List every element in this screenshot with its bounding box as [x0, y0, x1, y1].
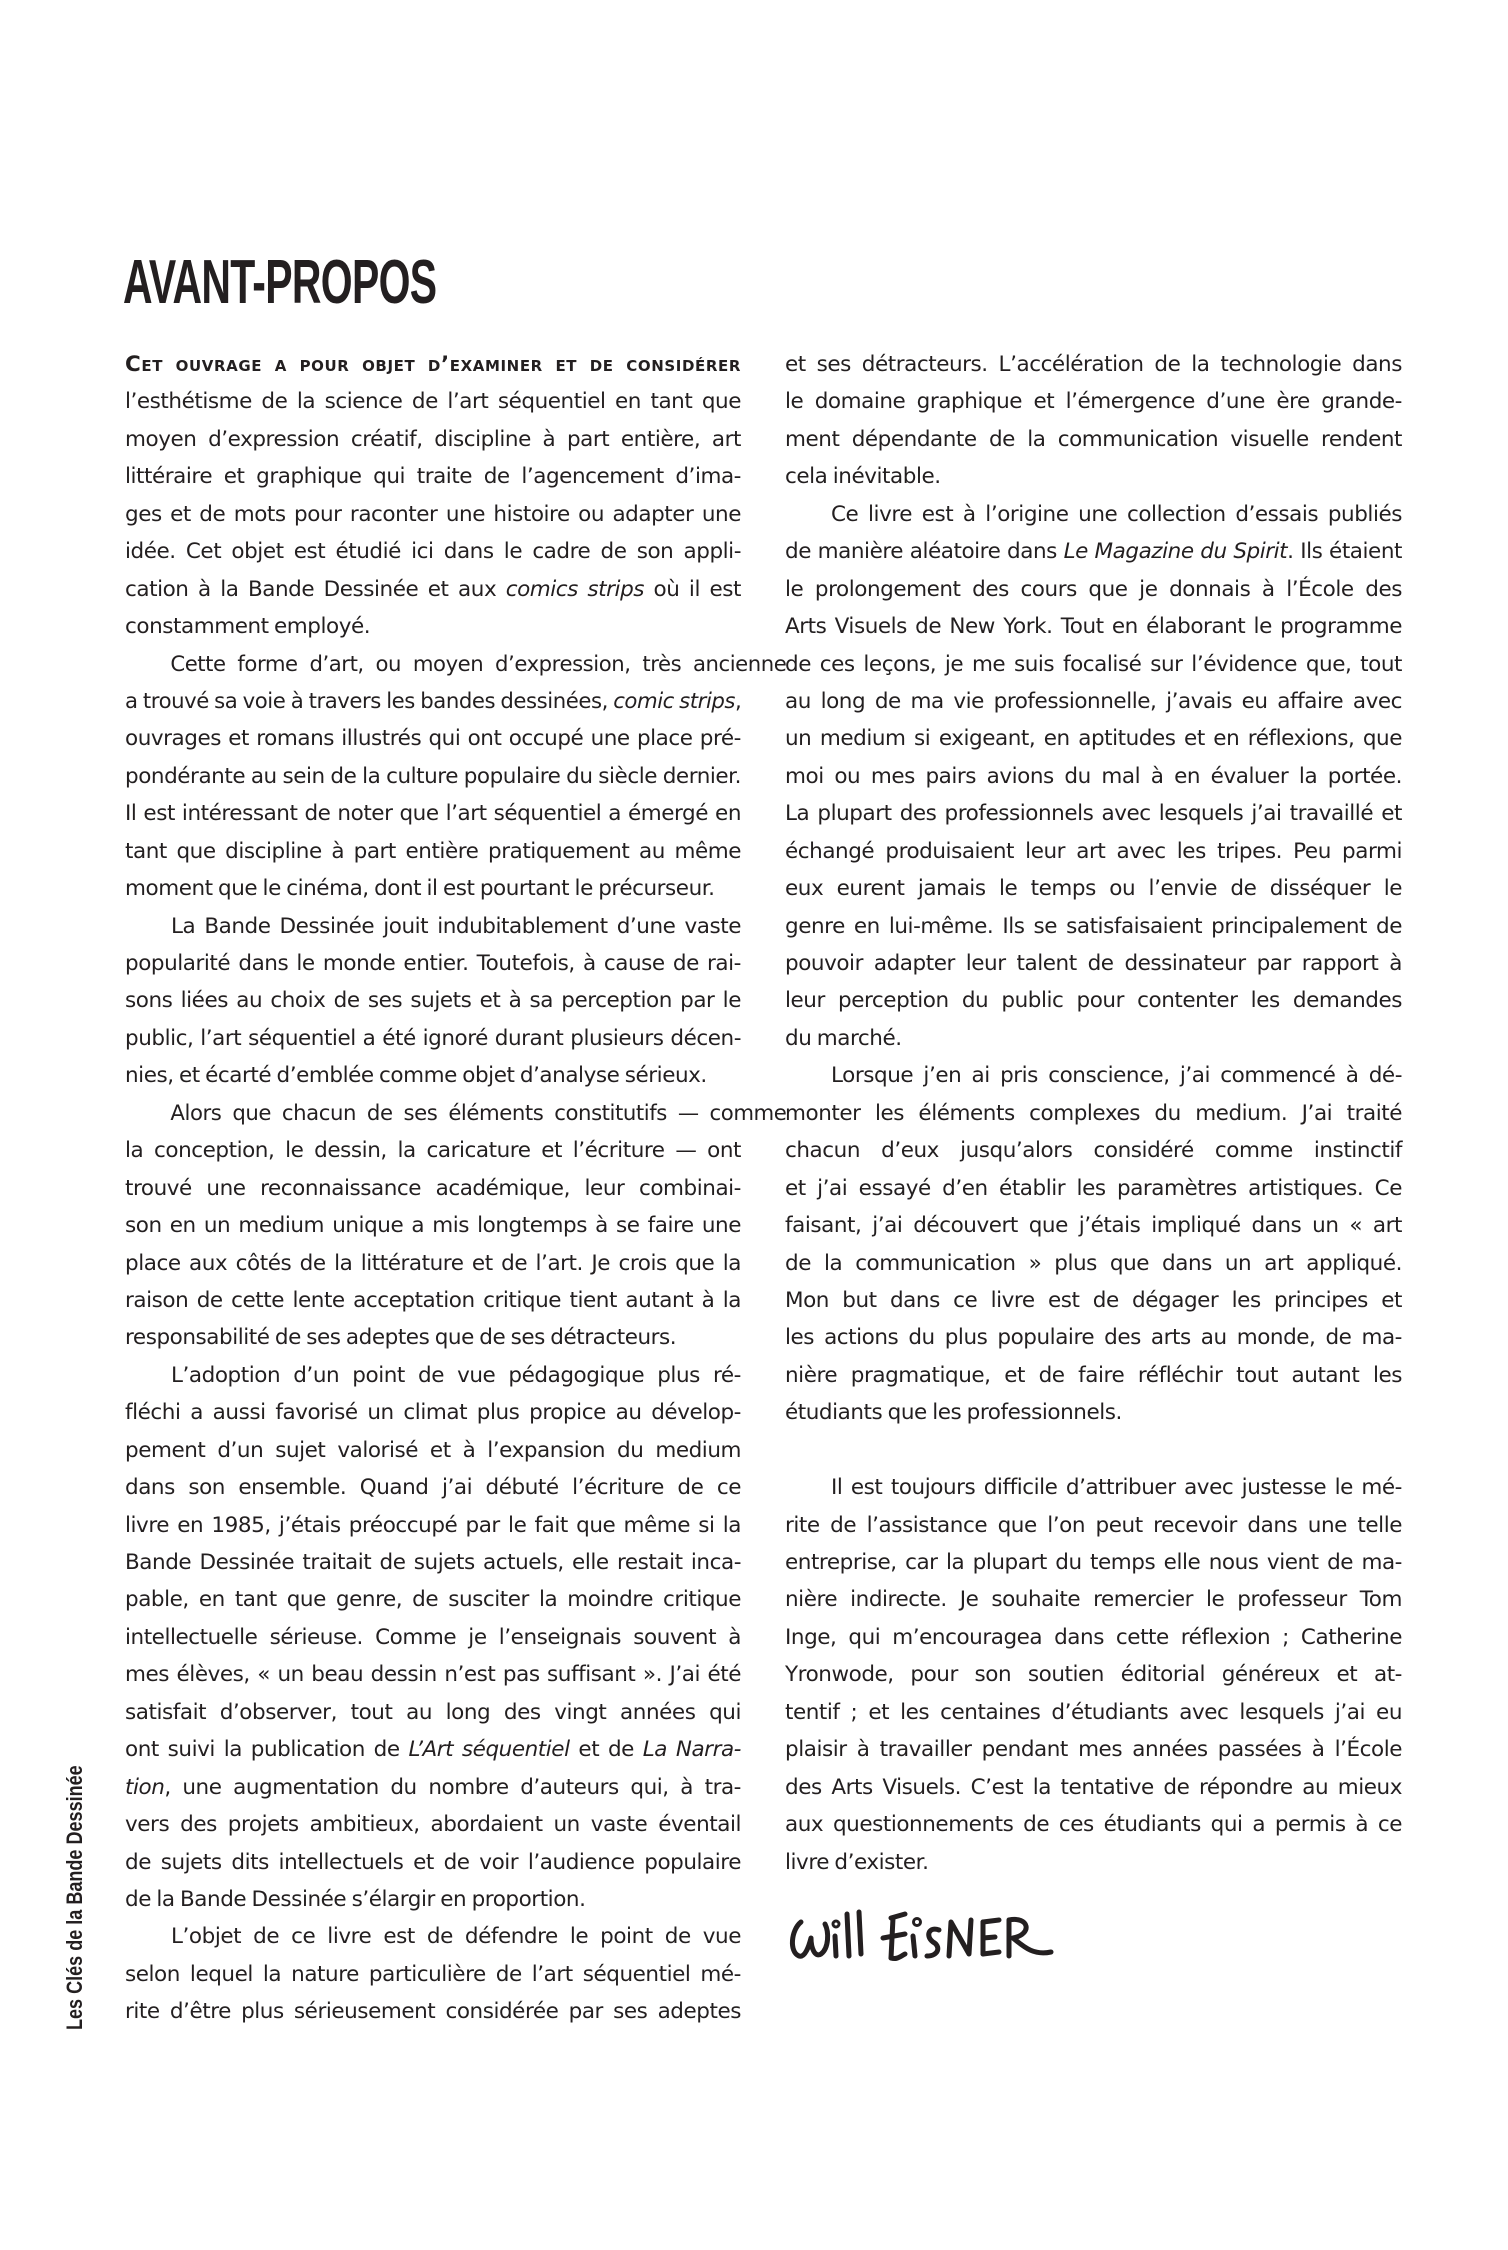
text-line [785, 758, 1402, 795]
text-line [125, 1918, 741, 1955]
text-segment: échangé produisaient leur art avec les tripes. Peu parmi [785, 838, 1402, 864]
text-line [785, 383, 1402, 420]
text-line [785, 421, 1402, 458]
text-line [125, 1806, 741, 1843]
italic-title: comic strips [613, 688, 736, 714]
text-line [125, 458, 741, 495]
text-segment: Alors que chacun de ses éléments constitutifs — comme [170, 1100, 787, 1126]
text-line [125, 1132, 741, 1169]
text-line [125, 1769, 741, 1806]
text-line [785, 795, 1402, 832]
text-line [785, 646, 1402, 683]
text-line [125, 1844, 741, 1881]
text-line [785, 458, 1402, 495]
text-line [125, 1057, 741, 1094]
text-line [785, 1319, 1402, 1356]
text-line [125, 908, 741, 945]
text-line [785, 1544, 1402, 1581]
text-segment: intellectuelle sérieuse. Comme je l’enseignais souvent à [125, 1624, 741, 1650]
text-line [785, 1357, 1402, 1394]
text-segment: de la communication » plus que dans un art appliqué. [785, 1250, 1402, 1276]
text-line [785, 346, 1402, 383]
text-segment: Arts Visuels de New York. Tout en élaborant le programme [785, 614, 1402, 640]
text-segment: tant que discipline à part entière pratiquement au même [125, 838, 741, 864]
text-line [125, 982, 741, 1019]
text-line [125, 720, 741, 757]
text-line [125, 1394, 741, 1431]
italic-title: L’Art séquentiel [408, 1737, 570, 1763]
text-line [785, 608, 1402, 645]
text-segment: , [735, 688, 742, 714]
text-line [125, 1469, 741, 1506]
text-line [785, 1656, 1402, 1693]
text-line [785, 833, 1402, 870]
text-segment: plaisir à travailler pendant mes années passées à l’École [785, 1737, 1402, 1763]
text-segment: leur perception du public pour contenter les demandes [785, 988, 1402, 1014]
text-segment: le domaine graphique et l’émergence d’une ère grande- [785, 389, 1402, 415]
text-segment: Cette forme d’art, ou moyen d’expression, très ancienne [170, 651, 787, 677]
italic-title: Le Magazine du Spirit [1063, 539, 1288, 565]
text-line [785, 1806, 1402, 1843]
text-segment: Lorsque j’en ai pris conscience, j’ai commencé à dé- [831, 1063, 1402, 1089]
book-series-spine-label [62, 1707, 88, 2030]
text-segment: La plupart des professionnels avec lesquels j’ai travaillé et [785, 801, 1402, 827]
text-segment: place aux côtés de la littérature et de l’art. Je crois que la [125, 1250, 741, 1276]
text-segment: le prolongement des cours que je donnais à l’École des [785, 576, 1402, 602]
text-segment: satisfait d’observer, tout au long des vingt années qui [125, 1699, 741, 1725]
text-line [125, 571, 741, 608]
text-segment: dans son ensemble. Quand j’ai débuté l’écriture de ce [125, 1475, 741, 1501]
text-line [125, 1956, 741, 1993]
text-line [125, 1432, 741, 1469]
text-segment: de ces leçons, je me suis focalisé sur l’évidence que, tout [785, 651, 1402, 677]
text-segment: rite d’être plus sérieusement considérée par ses adeptes [125, 1999, 741, 2025]
text-segment: idée. Cet objet est étudié ici dans le cadre de son appli- [125, 539, 741, 565]
text-segment: La Bande Dessinée jouit indubitablement d’une vaste [171, 913, 741, 939]
text-segment: la conception, le dessin, la caricature et l’écriture — ont [125, 1138, 741, 1164]
text-line [785, 571, 1402, 608]
lead-line [125, 346, 741, 383]
text-segment: du marché. [785, 1025, 902, 1051]
text-line [125, 1694, 741, 1731]
text-segment: tentif ; et les centaines d’étudiants avec lesquels j’ai eu [785, 1699, 1402, 1725]
text-line [785, 1170, 1402, 1207]
text-line [125, 496, 741, 533]
text-segment: les actions du plus populaire des arts au monde, de ma- [785, 1325, 1402, 1351]
text-segment: pondérante au sein de la culture populaire du siècle dernier. [125, 763, 741, 789]
text-line [125, 1207, 741, 1244]
text-line [125, 683, 741, 720]
text-segment: moment que le cinéma, dont il est pourtant le précurseur. [125, 876, 715, 902]
text-line [785, 533, 1402, 570]
text-line [785, 1731, 1402, 1768]
text-line [125, 1170, 741, 1207]
text-line [125, 1095, 786, 1132]
text-line [785, 1469, 1402, 1506]
text-line [785, 1769, 1402, 1806]
text-segment: , une augmentation du nombre d’auteurs qui, à tra- [164, 1774, 741, 1800]
text-line [125, 1020, 741, 1057]
text-line [785, 1394, 1402, 1431]
text-segment: cation à la Bande Dessinée et aux [125, 576, 506, 602]
text-segment: des Arts Visuels. C’est la tentative de répondre au mieux [785, 1774, 1402, 1800]
left-text-column [125, 346, 787, 2031]
text-segment: nière indirecte. Je souhaite remercier le professeur Tom [785, 1587, 1402, 1613]
text-segment: Ce livre est à l’origine une collection d’essais publiés [831, 501, 1402, 527]
italic-title: La Narra- [642, 1737, 741, 1763]
text-line [785, 683, 1402, 720]
text-line [125, 758, 741, 795]
text-line [785, 945, 1402, 982]
text-segment: moyen d’expression créatif, discipline à part entière, art [125, 426, 741, 452]
text-segment: . Ils étaient [1287, 539, 1402, 565]
text-segment: rite de l’assistance que l’on peut recevoir dans une telle [785, 1512, 1402, 1538]
text-line [785, 908, 1402, 945]
right-text-column [785, 346, 1402, 1881]
text-segment: ouvrages et romans illustrés qui ont occupé une place pré- [125, 726, 741, 752]
text-segment: littéraire et graphique qui traite de l’agencement d’ima- [125, 464, 741, 490]
text-segment: ges et de mots pour raconter une histoire ou adapter une [125, 501, 741, 527]
text-line [785, 720, 1402, 757]
text-segment: Mon but dans ce livre est de dégager les principes et [785, 1287, 1402, 1313]
paragraph-gap [785, 1432, 1402, 1469]
text-segment: trouvé une reconnaissance académique, leur combinai- [125, 1175, 741, 1201]
text-line [785, 1619, 1402, 1656]
text-segment: Yronwode, pour son soutien éditorial généreux et at- [785, 1662, 1402, 1688]
text-line [785, 1020, 1402, 1057]
text-line [125, 1507, 741, 1544]
text-line [785, 496, 1402, 533]
text-segment: un medium si exigeant, en aptitudes et en réflexions, que [785, 726, 1402, 752]
lead-in-smallcaps: Cet ouvrage a pour objet d’examiner et de considérer [125, 352, 741, 377]
text-line [785, 1282, 1402, 1319]
text-line [785, 1245, 1402, 1282]
text-line [785, 1207, 1402, 1244]
text-segment: Inge, qui m’encouragea dans cette réflexion ; Catherine [785, 1624, 1402, 1650]
text-line [125, 1581, 741, 1618]
text-line [125, 833, 741, 870]
text-line [785, 1844, 1402, 1881]
text-line [125, 646, 786, 683]
text-segment: entreprise, car la plupart du temps elle nous vient de ma- [785, 1550, 1402, 1575]
text-line [125, 533, 741, 570]
text-line [785, 1694, 1402, 1731]
text-segment: popularité dans le monde entier. Toutefois, à cause de rai- [125, 951, 741, 976]
text-line [125, 1619, 741, 1656]
text-segment: de manière aléatoire dans [785, 539, 1064, 565]
text-segment: vers des projets ambitieux, abordaient un vaste éventail [125, 1812, 741, 1838]
text-segment: monter les éléments complexes du medium. J’ai traité [785, 1100, 1402, 1126]
text-segment: L’objet de ce livre est de défendre le point de vue [171, 1924, 741, 1950]
text-line [125, 1881, 741, 1918]
text-segment: sons liées au choix de ses sujets et à sa perception par le [125, 988, 741, 1014]
text-segment: nière pragmatique, et de faire réfléchir tout autant les [785, 1362, 1402, 1388]
text-line [785, 1581, 1402, 1618]
text-segment: aux questionnements de ces étudiants qui a permis à ce [785, 1812, 1402, 1838]
text-segment: et de [569, 1737, 643, 1763]
italic-title: tion [125, 1774, 165, 1800]
text-segment: raison de cette lente acceptation critique tient autant à la [125, 1287, 741, 1313]
text-line [125, 870, 741, 907]
text-segment: cela inévitable. [785, 464, 941, 490]
text-segment: au long de ma vie professionnelle, j’avais eu affaire avec [785, 688, 1402, 714]
text-line [125, 1319, 741, 1356]
text-segment: pable, en tant que genre, de susciter la moindre critique [125, 1587, 741, 1613]
text-line [125, 1656, 741, 1693]
text-segment: l’esthétisme de la science de l’art séquentiel en tant que [125, 389, 741, 415]
text-line [125, 1357, 741, 1394]
text-segment: a trouvé sa voie à travers les bandes dessinées, [125, 688, 614, 714]
text-line [125, 608, 741, 645]
text-line [785, 1095, 1402, 1132]
text-line [125, 1993, 741, 2030]
text-segment: de la Bande Dessinée s’élargir en proportion. [125, 1886, 586, 1912]
text-segment: selon lequel la nature particulière de l’art séquentiel mé- [125, 1961, 741, 1987]
text-line [125, 421, 741, 458]
text-segment: L’adoption d’un point de vue pédagogique plus ré- [171, 1362, 741, 1388]
chapter-title: AVANT-PROPOS [123, 248, 437, 317]
text-line [785, 1507, 1402, 1544]
text-segment: nies, et écarté d’emblée comme objet d’analyse sérieux. [125, 1063, 707, 1089]
italic-title: comics strips [505, 576, 645, 602]
text-segment: mes élèves, « un beau dessin n’est pas suffisant ». J’ai été [125, 1662, 741, 1688]
text-line [785, 1132, 1402, 1169]
text-segment: chacun d’eux jusqu’alors considéré comme instinctif [785, 1138, 1402, 1164]
text-segment: moi ou mes pairs avions du mal à en évaluer la portée. [785, 763, 1402, 789]
text-segment: et ses détracteurs. L’accélération de la technologie dans [785, 352, 1402, 377]
text-segment: faisant, j’ai découvert que j’étais impliqué dans un « art [785, 1213, 1402, 1239]
text-segment: Il est intéressant de noter que l’art séquentiel a émergé en [125, 801, 741, 827]
text-segment: genre en lui-même. Ils se satisfaisaient principalement de [785, 913, 1402, 939]
text-line [785, 982, 1402, 1019]
text-line [125, 945, 741, 982]
text-line [125, 1731, 741, 1768]
text-segment: livre d’exister. [785, 1849, 929, 1875]
spine-text: Les Clés de la Bande Dessinée [62, 1765, 87, 2030]
text-segment: constamment employé. [125, 614, 371, 640]
text-segment: pement d’un sujet valorisé et à l’expansion du medium [125, 1437, 741, 1463]
text-segment: ont suivi la publication de [125, 1737, 409, 1763]
text-line [125, 1245, 741, 1282]
text-line [785, 1057, 1402, 1094]
text-segment: étudiants que les professionnels. [785, 1400, 1122, 1426]
author-signature [787, 1900, 1067, 1970]
text-segment: et j’ai essayé d’en établir les paramètres artistiques. Ce [785, 1175, 1402, 1201]
text-segment: Il est toujours difficile d’attribuer avec justesse le mé- [831, 1475, 1402, 1501]
text-segment: responsabilité de ses adeptes que de ses détracteurs. [125, 1325, 677, 1351]
text-line [125, 383, 741, 420]
text-line [125, 1544, 741, 1581]
text-line [785, 870, 1402, 907]
text-segment: ment dépendante de la communication visuelle rendent [785, 426, 1402, 452]
text-segment: son en un medium unique a mis longtemps à se faire une [125, 1213, 741, 1239]
text-line [125, 795, 741, 832]
text-line [125, 1282, 741, 1319]
text-segment: eux eurent jamais le temps ou l’envie de disséquer le [785, 876, 1402, 902]
text-segment: où il est [644, 576, 741, 602]
text-segment: Bande Dessinée traitait de sujets actuels, elle restait inca- [125, 1550, 741, 1575]
text-segment: livre en 1985, j’étais préoccupé par le fait que même si la [125, 1512, 741, 1538]
text-segment: fléchi a aussi favorisé un climat plus propice au dévelop- [125, 1400, 741, 1426]
text-segment: de sujets dits intellectuels et de voir l’audience populaire [125, 1849, 741, 1875]
text-segment: pouvoir adapter leur talent de dessinateur par rapport à [785, 951, 1402, 976]
text-segment: public, l’art séquentiel a été ignoré durant plusieurs décen- [125, 1025, 741, 1051]
